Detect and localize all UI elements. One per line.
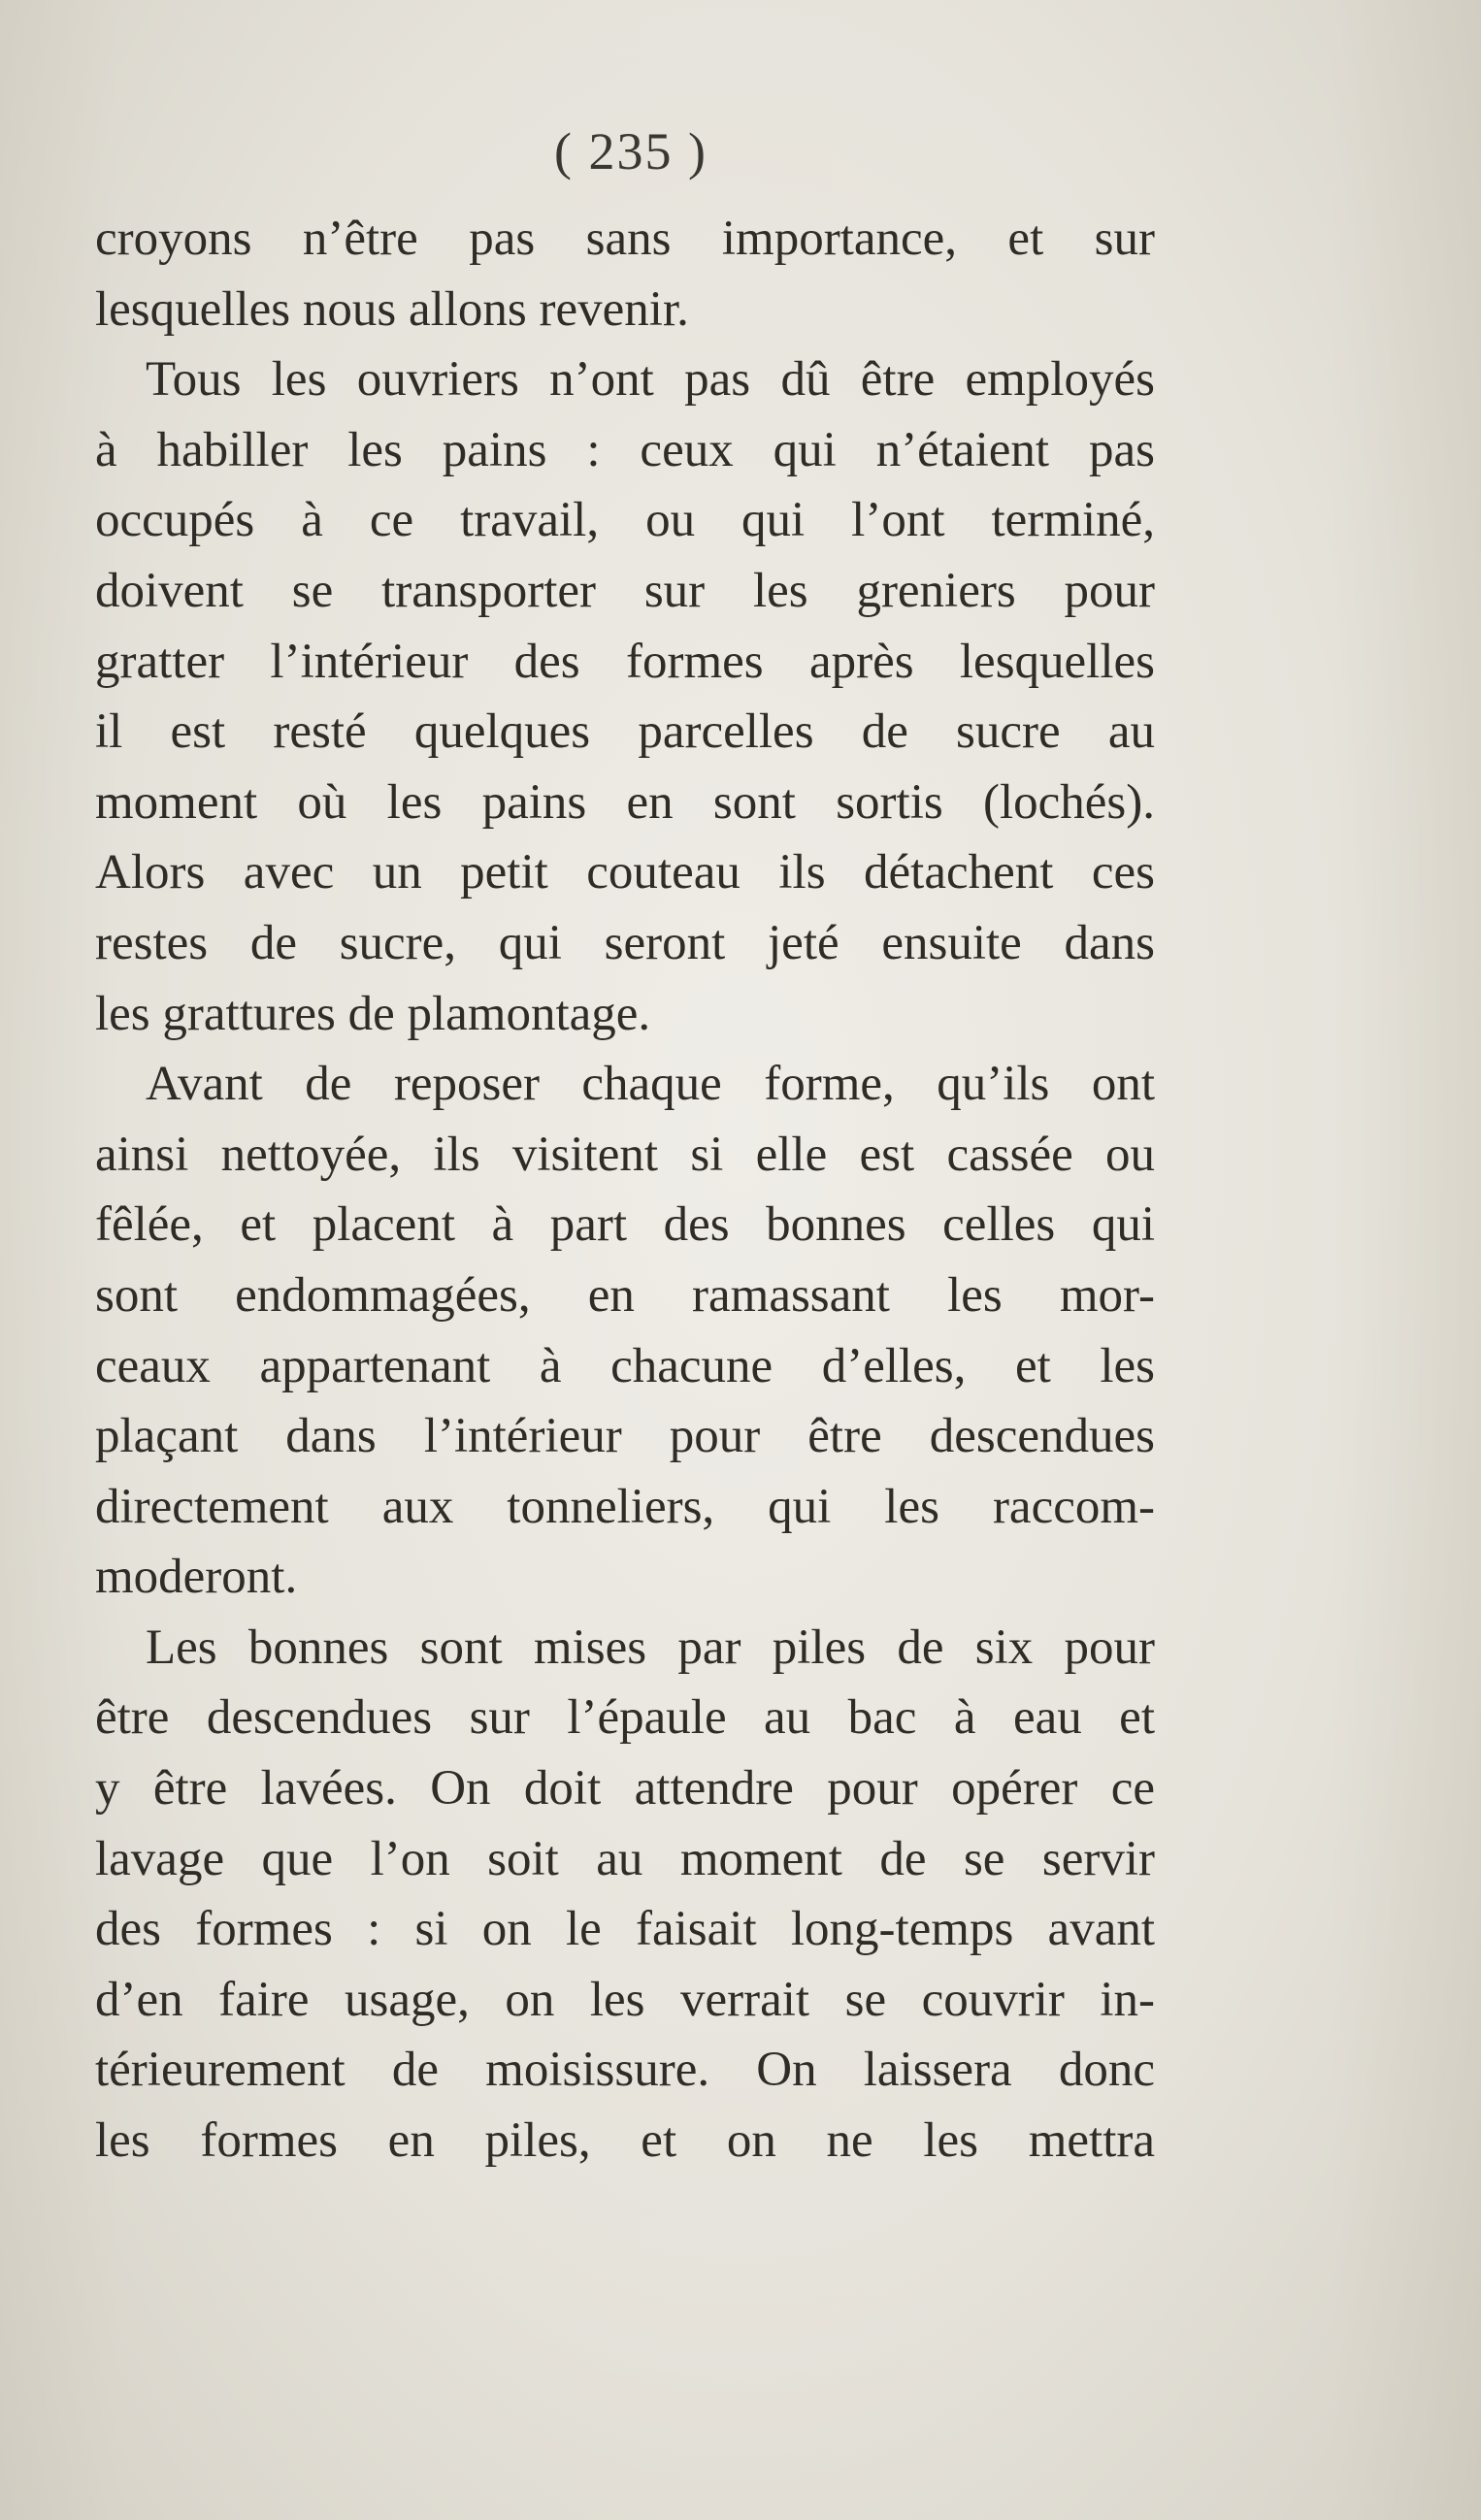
text-line: des formes : si on le faisait long-temps avant <box>95 1902 1155 1957</box>
text-line: Alors avec un petit couteau ils détachent ces <box>95 845 1155 900</box>
text-line: occupés à ce travail, ou qui l’ont terminé, <box>95 493 1155 548</box>
text-line: à habiller les pains : ceux qui n’étaient pas <box>95 422 1155 477</box>
text-line: plaçant dans l’intérieur pour être descendues <box>95 1409 1155 1464</box>
text-line: il est resté quelques parcelles de sucre au <box>95 704 1155 760</box>
text-line: Avant de reposer chaque forme, qu’ils ont <box>146 1057 1155 1112</box>
text-line: y être lavées. On doit attendre pour opérer ce <box>95 1761 1155 1816</box>
text-line: être descendues sur l’épaule au bac à eau et <box>95 1690 1155 1746</box>
body-text <box>95 204 1155 2176</box>
text-line: sont endommagées, en ramassant les mor- <box>95 1267 1155 1323</box>
text-line: les formes en piles, et on ne les mettra <box>95 2113 1155 2169</box>
text-line: térieurement de moisissure. On laissera donc <box>95 2043 1155 2098</box>
text-line: fêlée, et placent à part des bonnes celles qui <box>95 1197 1155 1253</box>
text-line: directement aux tonneliers, qui les raccom- <box>95 1479 1155 1534</box>
text-line: ainsi nettoyée, ils visitent si elle est cassée ou <box>95 1127 1155 1182</box>
text-line: Les bonnes sont mises par piles de six pour <box>146 1620 1155 1675</box>
text-line: moderont. <box>95 1550 298 1605</box>
text-line: lavage que l’on soit au moment de se servir <box>95 1831 1155 1886</box>
text-line: doivent se transporter sur les greniers pour <box>95 563 1155 618</box>
text-line: gratter l’intérieur des formes après lesquelles <box>95 634 1155 689</box>
text-line: croyons n’être pas sans importance, et sur <box>95 212 1155 266</box>
text-line: les grattures de plamontage. <box>95 986 651 1041</box>
text-line: d’en faire usage, on les verrait se couvrir in- <box>95 1972 1155 2027</box>
text-line: Tous les ouvriers n’ont pas dû être employés <box>146 352 1155 408</box>
text-line: lesquelles nous allons revenir. <box>95 281 689 337</box>
text-line: restes de sucre, qui seront jeté ensuite dans <box>95 915 1155 970</box>
text-line: ceaux appartenant à chacune d’elles, et les <box>95 1338 1155 1393</box>
text-line: moment où les pains en sont sortis (lochés). <box>95 774 1155 830</box>
page-number: ( 235 ) <box>554 122 708 180</box>
